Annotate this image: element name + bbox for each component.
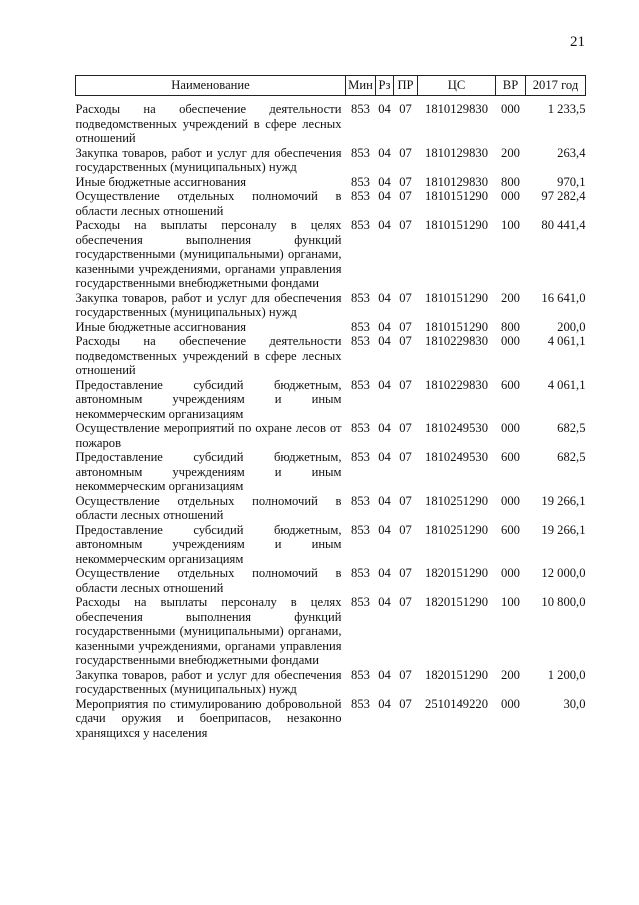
row-vr: 600	[501, 377, 520, 392]
header-name: Наименование	[76, 76, 346, 96]
row-name: Предоставление субсидий бюджетным, автономным учреждениям и иным некоммерческим организациям	[75, 450, 342, 493]
row-pr: 07	[399, 667, 412, 682]
row-min: 853	[351, 174, 370, 189]
row-cs: 1810129830	[425, 174, 488, 189]
row-vr: 200	[501, 667, 520, 682]
row-min: 853	[351, 377, 370, 392]
row-rz: 04	[378, 319, 391, 334]
table-row	[76, 494, 586, 523]
row-pr: 07	[399, 290, 412, 305]
row-rz: 04	[378, 145, 391, 160]
row-cs: 1820151290	[425, 667, 488, 682]
row-rz: 04	[378, 421, 391, 435]
row-min: 853	[351, 450, 370, 464]
row-rz: 04	[378, 595, 391, 609]
row-amount: 16 641,0	[541, 290, 586, 305]
table-row	[76, 189, 586, 218]
row-amount: 263,4	[557, 145, 586, 160]
row-min: 853	[351, 595, 370, 609]
row-cs: 1810251290	[425, 522, 488, 537]
row-amount: 19 266,1	[541, 493, 586, 508]
row-min: 853	[351, 667, 370, 682]
row-min: 853	[351, 334, 370, 348]
table-header-row	[76, 76, 586, 96]
row-name: Расходы на обеспечение деятельности подведомственных учреждений в сфере лесных отношений	[75, 102, 342, 145]
row-min: 853	[351, 522, 370, 537]
row-amount: 4 061,1	[547, 377, 586, 392]
row-name: Предоставление субсидий бюджетным, автономным учреждениям и иным некоммерческим организациям	[75, 377, 342, 421]
row-pr: 07	[399, 218, 412, 232]
row-vr: 600	[501, 450, 520, 464]
row-min: 853	[351, 696, 370, 711]
row-rz: 04	[378, 290, 391, 305]
row-vr: 200	[501, 290, 520, 305]
table-row	[76, 668, 586, 697]
budget-table	[75, 75, 586, 740]
header-rz: Рз	[376, 76, 394, 96]
row-min: 853	[351, 493, 370, 508]
table-row	[76, 291, 586, 320]
row-min: 853	[351, 102, 370, 116]
row-rz: 04	[378, 566, 391, 580]
row-name: Закупка товаров, работ и услуг для обеспечения государственных (муниципальных) нужд	[75, 145, 342, 174]
row-cs: 1810229830	[425, 334, 488, 348]
row-rz: 04	[378, 696, 391, 711]
row-amount: 12 000,0	[541, 566, 586, 580]
page-number: 21	[570, 34, 585, 50]
row-vr: 600	[501, 522, 520, 537]
row-vr: 800	[501, 319, 520, 334]
row-vr: 000	[501, 493, 520, 508]
row-name: Закупка товаров, работ и услуг для обеспечения государственных (муниципальных) нужд	[75, 290, 342, 319]
row-vr: 000	[501, 334, 520, 348]
row-vr: 000	[501, 102, 520, 116]
row-pr: 07	[399, 377, 412, 392]
row-cs: 1820151290	[425, 566, 488, 580]
row-cs: 1810249530	[425, 421, 488, 435]
row-pr: 07	[399, 145, 412, 160]
row-rz: 04	[378, 522, 391, 537]
row-amount: 19 266,1	[541, 522, 586, 537]
row-cs: 1810151290	[425, 290, 488, 305]
row-rz: 04	[378, 102, 391, 116]
row-amount: 4 061,1	[547, 334, 586, 348]
table-row	[76, 450, 586, 494]
row-rz: 04	[378, 377, 391, 392]
row-rz: 04	[378, 189, 391, 203]
row-amount: 10 800,0	[541, 595, 586, 609]
row-name: Расходы на обеспечение деятельности подведомственных учреждений в сфере лесных отношений	[75, 334, 342, 377]
row-cs: 1810129830	[425, 145, 488, 160]
row-vr: 000	[501, 566, 520, 580]
table-row	[76, 566, 586, 595]
table-row	[76, 96, 586, 146]
row-rz: 04	[378, 450, 391, 464]
header-vr: ВР	[496, 76, 526, 96]
row-name: Расходы на выплаты персоналу в целях обеспечения выполнения функций государственными (муниципальными) органами, казенными учреждениями, органами управления государственными внебюджетными фондами	[75, 218, 342, 290]
table-row	[76, 595, 586, 668]
row-rz: 04	[378, 667, 391, 682]
row-name: Осуществление мероприятий по охране лесов от пожаров	[75, 421, 342, 450]
table-row	[76, 218, 586, 291]
table-body	[76, 96, 586, 741]
row-pr: 07	[399, 696, 412, 711]
row-rz: 04	[378, 218, 391, 232]
table-row	[76, 175, 586, 190]
row-cs: 1810151290	[425, 319, 488, 334]
row-amount: 200,0	[557, 319, 586, 334]
row-vr: 800	[501, 174, 520, 189]
table-row	[76, 146, 586, 175]
row-amount: 80 441,4	[541, 218, 586, 232]
table-row	[76, 334, 586, 378]
row-vr: 000	[501, 696, 520, 711]
table-row	[76, 320, 586, 335]
row-cs: 1820151290	[425, 595, 488, 609]
row-vr: 000	[501, 189, 520, 203]
row-cs: 1810229830	[425, 377, 488, 392]
row-vr: 100	[501, 218, 520, 232]
row-pr: 07	[399, 450, 412, 464]
header-cs: ЦС	[418, 76, 496, 96]
row-pr: 07	[399, 522, 412, 537]
row-name: Иные бюджетные ассигнования	[75, 174, 247, 189]
table-row	[76, 378, 586, 422]
row-name: Иные бюджетные ассигнования	[75, 319, 247, 334]
row-cs: 2510149220	[425, 696, 488, 711]
row-name: Осуществление отдельных полномочий в области лесных отношений	[75, 566, 342, 595]
row-amount: 682,5	[557, 450, 586, 464]
row-vr: 100	[501, 595, 520, 609]
header-pr: ПР	[394, 76, 418, 96]
row-pr: 07	[399, 319, 412, 334]
row-min: 853	[351, 145, 370, 160]
row-pr: 07	[399, 174, 412, 189]
table-row	[76, 523, 586, 567]
row-min: 853	[351, 189, 370, 203]
row-rz: 04	[378, 493, 391, 508]
row-cs: 1810129830	[425, 102, 488, 116]
row-pr: 07	[399, 595, 412, 609]
row-cs: 1810249530	[425, 450, 488, 464]
row-name: Осуществление отдельных полномочий в области лесных отношений	[75, 189, 342, 218]
row-cs: 1810151290	[425, 218, 488, 232]
row-pr: 07	[399, 189, 412, 203]
row-amount: 970,1	[557, 174, 586, 189]
row-amount: 682,5	[557, 421, 586, 435]
row-min: 853	[351, 319, 370, 334]
row-pr: 07	[399, 493, 412, 508]
row-rz: 04	[378, 174, 391, 189]
row-min: 853	[351, 421, 370, 435]
header-min: Мин	[346, 76, 376, 96]
row-vr: 200	[501, 145, 520, 160]
row-pr: 07	[399, 102, 412, 116]
row-min: 853	[351, 566, 370, 580]
row-pr: 07	[399, 566, 412, 580]
row-name: Закупка товаров, работ и услуг для обеспечения государственных (муниципальных) нужд	[75, 667, 342, 696]
row-pr: 07	[399, 334, 412, 348]
row-pr: 07	[399, 421, 412, 435]
row-cs: 1810251290	[425, 493, 488, 508]
row-min: 853	[351, 290, 370, 305]
row-name: Предоставление субсидий бюджетным, автономным учреждениям и иным некоммерческим организациям	[75, 522, 342, 566]
row-amount: 30,0	[563, 696, 586, 711]
row-vr: 000	[501, 421, 520, 435]
row-name: Мероприятия по стимулированию добровольной сдачи оружия и боеприпасов, незаконно хранящихся у населения	[75, 696, 342, 740]
table-row	[76, 697, 586, 741]
row-amount: 1 233,5	[547, 102, 586, 116]
row-name: Расходы на выплаты персоналу в целях обеспечения выполнения функций государственными (муниципальными) органами, казенными учреждениями, органами управления государственными внебюджетными фондами	[75, 595, 342, 667]
row-name: Осуществление отдельных полномочий в области лесных отношений	[75, 493, 342, 522]
row-rz: 04	[378, 334, 391, 348]
table-row	[76, 421, 586, 450]
row-amount: 1 200,0	[547, 667, 586, 682]
row-min: 853	[351, 218, 370, 232]
row-amount: 97 282,4	[541, 189, 586, 203]
row-cs: 1810151290	[425, 189, 488, 203]
header-amount: 2017 год	[526, 76, 586, 96]
